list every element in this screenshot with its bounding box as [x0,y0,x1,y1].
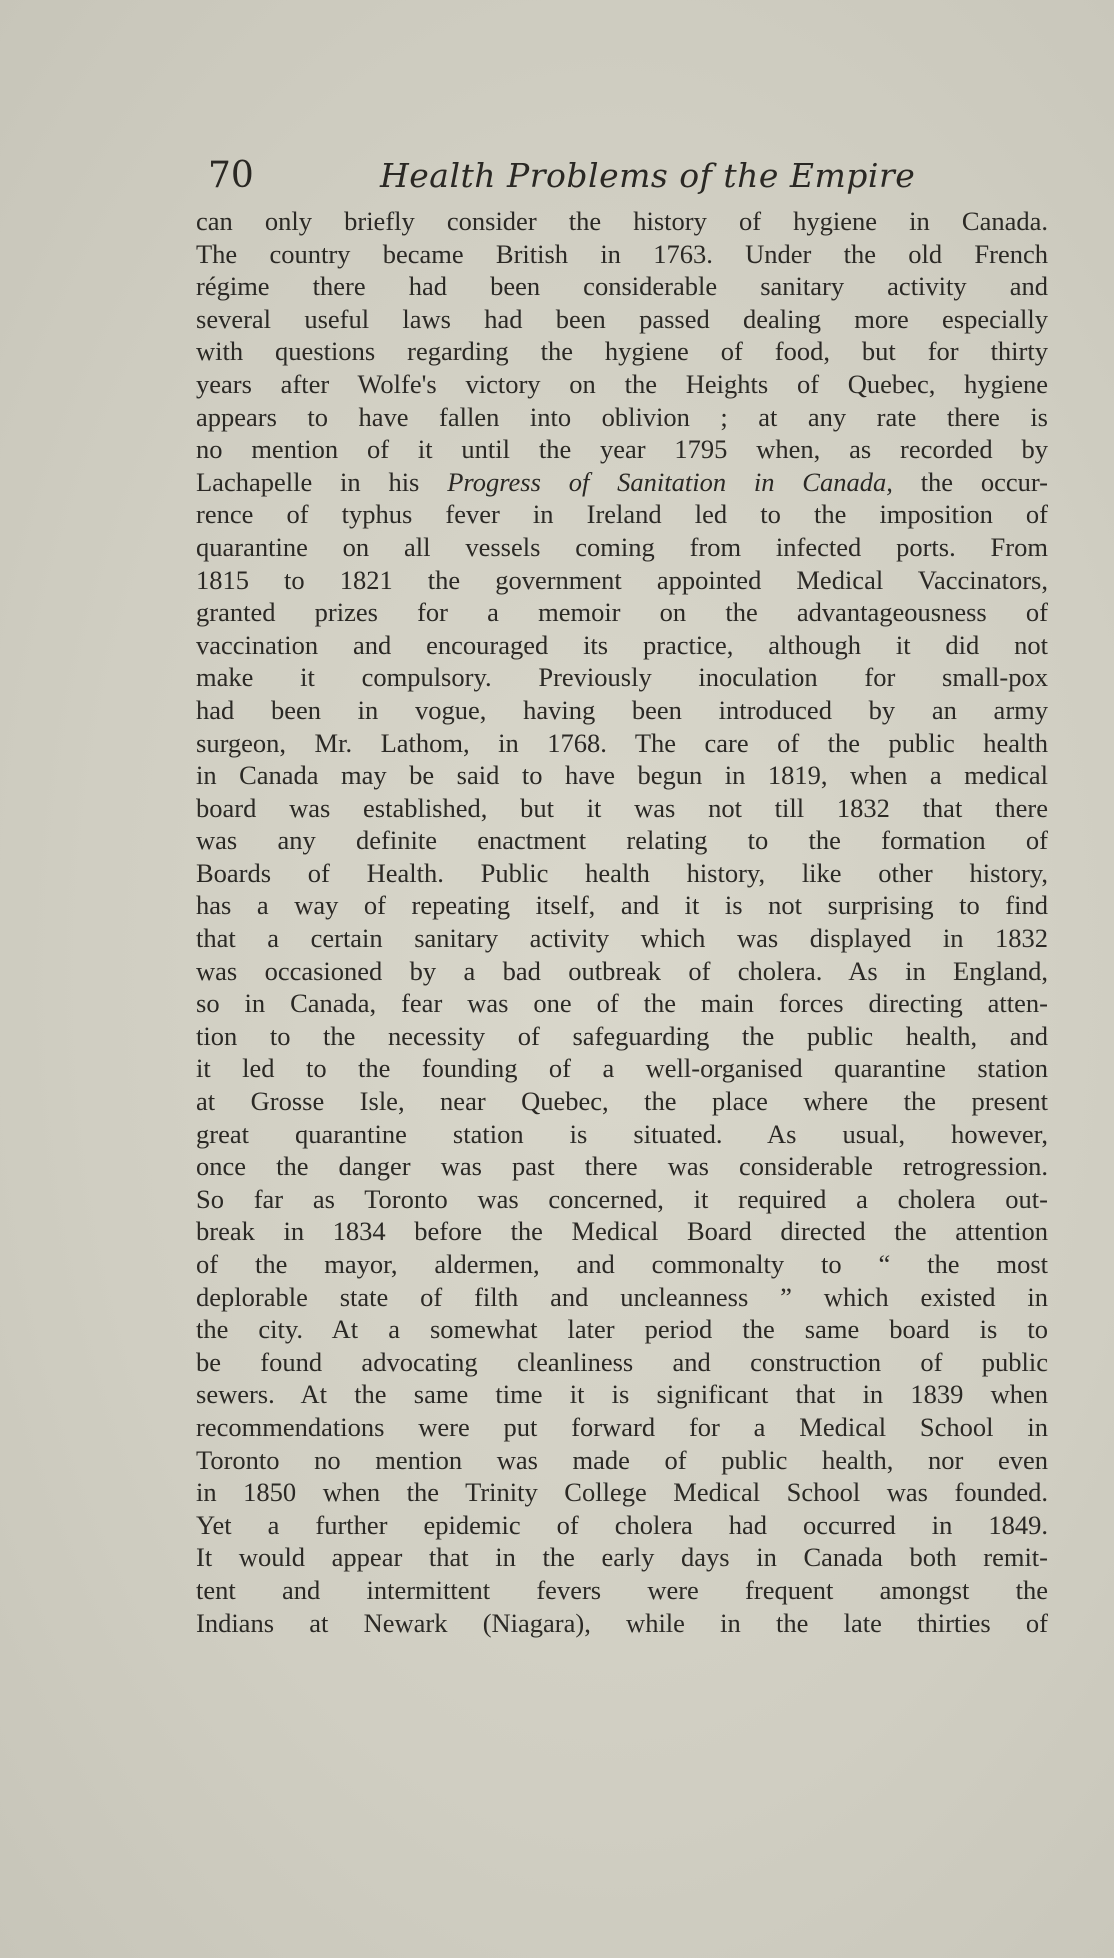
text-line: surgeon, Mr. Lathom, in 1768. The care of the public health [196,727,1048,758]
text-line: deplorable state of filth and uncleanness ” which existed in [196,1281,1048,1312]
text-line: was any definite enactment relating to the formation of [196,825,1048,856]
text-line: it led to the founding of a well-organised quarantine station [196,1053,1048,1084]
text-line: rence of typhus fever in Ireland led to the imposition of [196,499,1048,530]
text-line: vaccination and encouraged its practice, although it did not [196,629,1048,660]
text-line: granted prizes for a memoir on the advantageousness of [196,597,1048,628]
text-line: at Grosse Isle, near Quebec, the place where the present [196,1086,1048,1117]
text-line: in Canada may be said to have begun in 1819, when a medical [196,760,1048,791]
text-line: It would appear that in the early days in Canada both remit- [196,1542,1048,1573]
text-line-with-title [196,466,1048,499]
text-line: Yet a further epidemic of cholera had occurred in 1849. [196,1509,1048,1540]
text-line: tent and intermittent fevers were frequent amongst the [196,1574,1048,1605]
text-line: quarantine on all vessels coming from infected ports. From [196,531,1048,562]
text-line: Toronto no mention was made of public health, nor even [196,1444,1048,1475]
text-line: The country became British in 1763. Under the old French [196,238,1048,269]
text-line: great quarantine station is situated. As usual, however, [196,1118,1048,1149]
text-line: make it compulsory. Previously inoculation for small-pox [196,662,1048,693]
text-fragment: Lachapelle in his [196,466,420,497]
book-title: Progress of Sanitation in Canada, [447,466,893,497]
text-line: has a way of repeating itself, and it is not surprising to find [196,890,1048,921]
text-line: tion to the necessity of safeguarding the public health, and [196,1020,1048,1051]
text-line: board was established, but it was not till 1832 that there [196,792,1048,823]
text-line: years after Wolfe's victory on the Heights of Quebec, hygiene [196,368,1048,399]
text-line: that a certain sanitary activity which was displayed in 1832 [196,923,1048,954]
text-line: once the danger was past there was considerable retrogression. [196,1151,1048,1182]
text-fragment: the occur- [920,466,1048,497]
text-line: sewers. At the same time it is significant that in 1839 when [196,1379,1048,1410]
text-line: So far as Toronto was concerned, it required a cholera out- [196,1183,1048,1214]
text-line: so in Canada, fear was one of the main forces directing atten- [196,988,1048,1019]
text-line: the city. At a somewhat later period the same board is to [196,1314,1048,1345]
text-line: Indians at Newark (Niagara), while in the late thirties of [196,1607,1048,1638]
text-line: recommendations were put forward for a Medical School in [196,1411,1048,1442]
text-line: Boards of Health. Public health history, like other history, [196,857,1048,888]
body-text [196,205,1048,1639]
text-line: was occasioned by a bad outbreak of cholera. As in England, [196,955,1048,986]
text-line: several useful laws had been passed dealing more especially [196,303,1048,334]
text-line: can only briefly consider the history of hygiene in Canada. [196,206,1048,236]
text-line: be found advocating cleanliness and construction of public [196,1346,1048,1377]
text-line: 1815 to 1821 the government appointed Medical Vaccinators, [196,564,1048,595]
text-line: break in 1834 before the Medical Board directed the attention [196,1216,1048,1247]
text-line: had been in vogue, having been introduced by an army [196,694,1048,725]
text-line: régime there had been considerable sanitary activity and [196,271,1048,302]
text-line: in 1850 when the Trinity College Medical School was founded. [196,1477,1048,1508]
page-header [208,148,1058,204]
text-line: no mention of it until the year 1795 when, as recorded by [196,434,1048,465]
running-title: Health Problems of the Empire [380,156,916,195]
text-line: of the mayor, aldermen, and commonalty to “ the most [196,1249,1048,1279]
text-line: with questions regarding the hygiene of food, but for thirty [196,336,1048,367]
text-line: appears to have fallen into oblivion ; at any rate there is [196,401,1048,432]
page-number: 70 [208,155,254,196]
